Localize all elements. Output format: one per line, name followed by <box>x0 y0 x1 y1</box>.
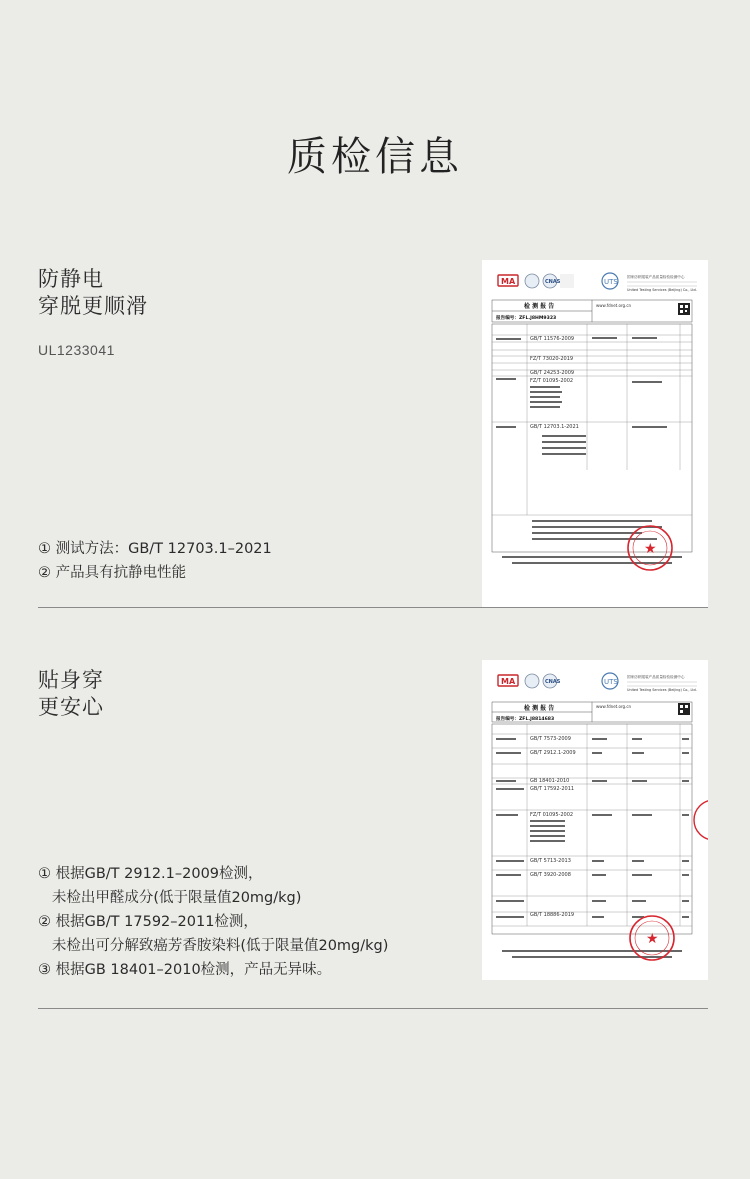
qr-code-icon <box>678 303 690 315</box>
ma-logo-icon <box>498 275 518 286</box>
report-row: GB/T 12703.1-2021 <box>530 424 579 430</box>
note-item: 未检出甲醛成分(低于限量值20mg/kg) <box>38 890 302 906</box>
partial-stamp-icon <box>694 800 708 840</box>
lab-name: 国家纺织服装产品质量检验检测中心 <box>627 275 685 279</box>
section2-heading-line-1: 贴身穿 <box>38 668 104 692</box>
note-item: 未检出可分解致癌芳香胺染料(低于限量值20mg/kg) <box>38 938 389 954</box>
svg-text:MA: MA <box>501 277 516 286</box>
section2-notes <box>38 862 388 982</box>
svg-text:CNAS: CNAS <box>545 279 561 285</box>
report-row: FZ/T 01095-2002 <box>530 378 574 384</box>
page-title: 质检信息 <box>287 134 463 180</box>
section1-heading-line-1: 防静电 <box>38 267 104 291</box>
svg-text:★: ★ <box>644 541 657 557</box>
note-item: ① 测试方法：GB/T 12703.1–2021 <box>38 541 272 557</box>
report-header: 检 测 报 告 <box>524 303 555 310</box>
report-1-drawing <box>482 260 708 608</box>
test-report-2 <box>482 660 708 980</box>
report-row: GB/T 5713-2013 <box>530 858 571 864</box>
report-row: GB 18401-2010 <box>530 778 570 784</box>
qr-code-icon <box>678 703 690 715</box>
report-header: 检 测 报 告 <box>524 705 555 712</box>
section2-heading-line-2: 更安心 <box>38 695 104 719</box>
report-row: GB/T 24253-2009 <box>530 370 575 376</box>
official-stamp-icon <box>630 916 674 960</box>
note-item: ② 根据GB/T 17592–2011检测， <box>38 914 258 930</box>
report-row: GB/T 3920-2008 <box>530 872 571 878</box>
ilac-logo-icon <box>525 674 539 688</box>
report-row: FZ/T 01095-2002 <box>530 812 574 818</box>
report-row: GB/T 7573-2009 <box>530 736 571 742</box>
test-report-1 <box>482 260 708 608</box>
section1-notes <box>38 537 272 585</box>
svg-text:www.fdnet.org.cn: www.fdnet.org.cn <box>596 704 632 709</box>
svg-text:★: ★ <box>646 931 659 947</box>
report-row: FZ/T 73020-2019 <box>530 356 574 362</box>
product-code: UL1233041 <box>38 342 115 358</box>
section-divider <box>38 607 708 608</box>
svg-text:UTS: UTS <box>604 278 618 286</box>
ma-logo-icon <box>498 675 518 686</box>
report-row: GB/T 11576-2009 <box>530 336 575 342</box>
svg-text:United Testing Services (Beiji: United Testing Services (Beijing) Co., Ltd. <box>627 288 697 292</box>
report-number: 报告编号：ZFL.J8814683 <box>496 717 555 722</box>
svg-text:MA: MA <box>501 677 516 686</box>
note-item: ③ 根据GB 18401–2010检测，产品无异味。 <box>38 962 332 978</box>
lab-name: 国家纺织服装产品质量检验检测中心 <box>627 675 685 679</box>
report-number: 报告编号：ZFL.J8HM9323 <box>496 316 557 321</box>
report-row: GB/T 2912.1-2009 <box>530 750 576 756</box>
section1-heading-line-2: 穿脱更顺滑 <box>38 294 148 318</box>
report-2-drawing <box>482 660 708 980</box>
svg-text:CNAS: CNAS <box>545 679 561 685</box>
svg-text:www.fdnet.org.cn: www.fdnet.org.cn <box>596 303 632 308</box>
report-row: GB/T 18886-2019 <box>530 912 575 918</box>
section-divider <box>38 1008 708 1009</box>
ilac-logo-icon <box>525 274 539 288</box>
svg-text:UTS: UTS <box>604 678 618 686</box>
report-row: GB/T 17592-2011 <box>530 786 575 792</box>
note-item: ② 产品具有抗静电性能 <box>38 565 187 581</box>
note-item: ① 根据GB/T 2912.1–2009检测， <box>38 866 263 882</box>
svg-text:United Testing Services (Beiji: United Testing Services (Beijing) Co., Ltd. <box>627 688 697 692</box>
